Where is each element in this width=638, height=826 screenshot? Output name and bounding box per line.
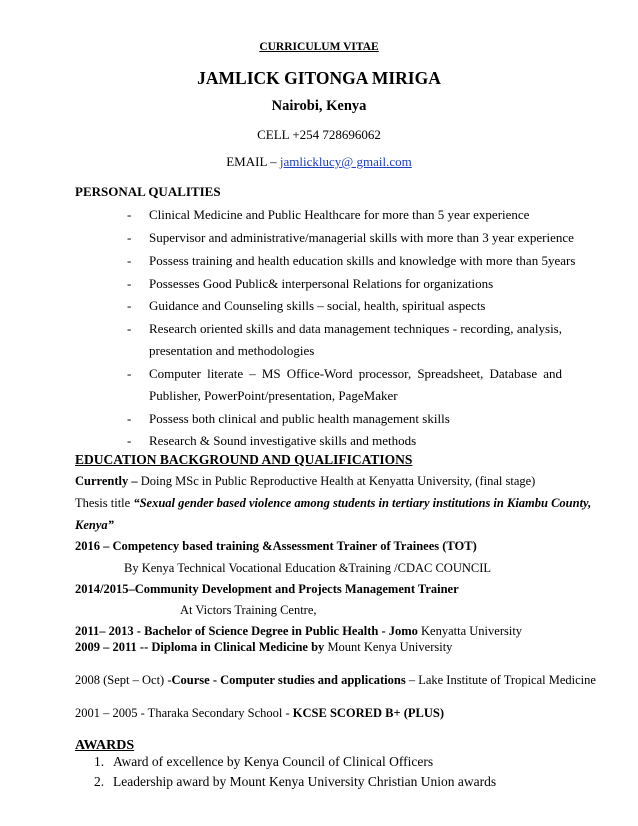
diploma-line [75,640,452,655]
quality-item: Supervisor and administrative/managerial skills with more than 3 year experience [149,230,574,245]
quality-item: Guidance and Counseling skills – social, health, spiritual aspects [149,298,486,313]
tot-org: By Kenya Technical Vocational Education &Training /CDAC COUNCIL [124,561,492,575]
email-line [0,154,638,170]
quality-item: Clinical Medicine and Public Healthcare for more than 5 year experience [149,207,530,222]
quality-item: Computer literate – MS Office-Word processor, Spreadsheet, Database and [149,366,562,381]
course-title: Course - Computer studies and applications [171,673,406,687]
quality-item: Research & Sound investigative skills and methods [149,433,417,448]
bsc-line [75,624,522,639]
bsc-title: 2011– 2013 - Bachelor of Science Degree in Public Health - Jomo [75,624,418,638]
award-number: 2. [94,774,105,789]
candidate-name: JAMLICK GITONGA MIRIGA [197,68,441,88]
community-dev-org: At Victors Training Centre, [180,603,317,617]
award-item: Leadership award by Mount Kenya University Christian Union awards [113,774,497,789]
quality-item-continuation: Publisher, PowerPoint/presentation, PageMaker [149,388,398,403]
tot-title: 2016 – Competency based training &Assessment Trainer of Trainees (TOT) [75,539,477,553]
bullet-dash: - [127,298,132,313]
award-item: Award of excellence by Kenya Council of Clinical Officers [113,754,434,769]
course-institution: – Lake Institute of Tropical Medicine [405,673,596,687]
school-grade: KCSE SCORED B+ (PLUS) [292,706,445,720]
school-line [75,706,444,721]
bullet-dash: - [127,433,132,448]
awards-heading: AWARDS [75,738,135,753]
email-label: EMAIL – [226,154,280,169]
current-study [75,474,535,489]
currently-text: Doing MSc in Public Reproductive Health at Kenyatta University, (final stage) [140,474,536,488]
thesis-label: Thesis title [75,496,134,510]
cell-phone: CELL +254 728696062 [257,127,381,142]
bullet-dash: - [127,411,132,426]
course-line [75,673,596,688]
bullet-dash: - [127,253,132,268]
quality-item-continuation: presentation and methodologies [149,343,315,358]
bullet-dash: - [127,366,132,381]
bullet-dash: - [127,321,132,336]
personal-qualities-heading: PERSONAL QUALITIES [75,184,221,199]
award-number: 1. [94,754,105,769]
course-dates: 2008 (Sept – Oct) - [75,673,172,687]
thesis-line [75,496,591,511]
thesis-title: “Sexual gender based violence among students in tertiary institutions in Kiambu County, [133,496,592,510]
school-details: 2001 – 2005 - Tharaka Secondary School - [75,706,293,720]
quality-item: Possess training and health education skills and knowledge with more than 5years [149,253,576,268]
bullet-dash: - [127,230,132,245]
quality-item: Research oriented skills and data management techniques - recording, analysis, [149,321,562,336]
quality-item: Possesses Good Public& interpersonal Relations for organizations [149,276,494,291]
bullet-dash: - [127,207,132,222]
quality-item: Possess both clinical and public health management skills [149,411,450,426]
bullet-dash: - [127,276,132,291]
email-link[interactable]: jamlicklucy@ gmail.com [279,154,412,169]
bsc-institution: Kenyatta University [417,624,523,638]
document-title: CURRICULUM VITAE [259,41,379,53]
diploma-institution: Mount Kenya University [324,640,453,654]
location: Nairobi, Kenya [271,98,367,114]
diploma-title: 2009 – 2011 -- Diploma in Clinical Medicine by [75,640,325,654]
community-dev-title: 2014/2015–Community Development and Projects Management Trainer [75,582,459,596]
thesis-title-end: Kenya” [75,518,114,532]
education-heading: EDUCATION BACKGROUND AND QUALIFICATIONS [75,452,413,467]
currently-label: Currently – [75,474,141,488]
